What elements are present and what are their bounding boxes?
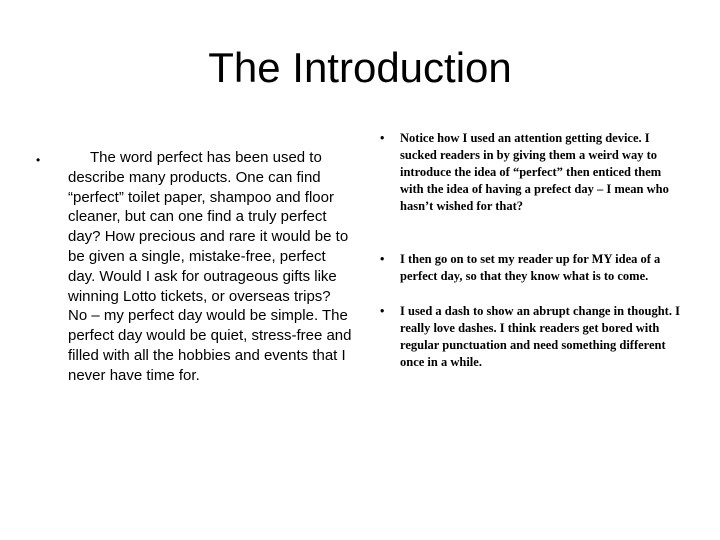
bullet-icon: • [36,153,41,167]
commentary-text: Notice how I used an attention getting device. I sucked readers in by giving them a weird way to introduce the idea of “perfect” then enticed them with the idea of having a prefect day – I mean who hasn’t wished for that? [400,131,669,213]
slide-title: The Introduction [208,44,512,91]
bullet-icon: • [380,304,385,318]
commentary-item [380,303,680,371]
commentary-text: I then go on to set my reader up for MY idea of a perfect day, so that they know what is to come. [400,252,661,283]
commentary-list [380,130,680,371]
left-column [36,148,352,386]
commentary-item [380,130,680,215]
bullet-icon: • [380,252,385,266]
commentary-text: I used a dash to show an abrupt change in thought. I really love dashes. I think readers get bored with regular punctuation and need something different once in a while. [400,304,680,369]
intro-paragraph: The word perfect has been used to describe many products. One can find “perfect” toilet paper, shampoo and floor cleaner, but can one find a truly perfect day? How precious and rare it would be to be given a single, mistake-free, perfect day. Would I ask for outrageous gifts like winning Lotto tickets, or overseas trips? No – my perfect day would be simple. The perfect day would be quiet, stress-free and filled with all the hobbies and events that I never have time for. [68,149,352,384]
commentary-item [380,251,680,285]
bullet-icon: • [380,131,385,145]
